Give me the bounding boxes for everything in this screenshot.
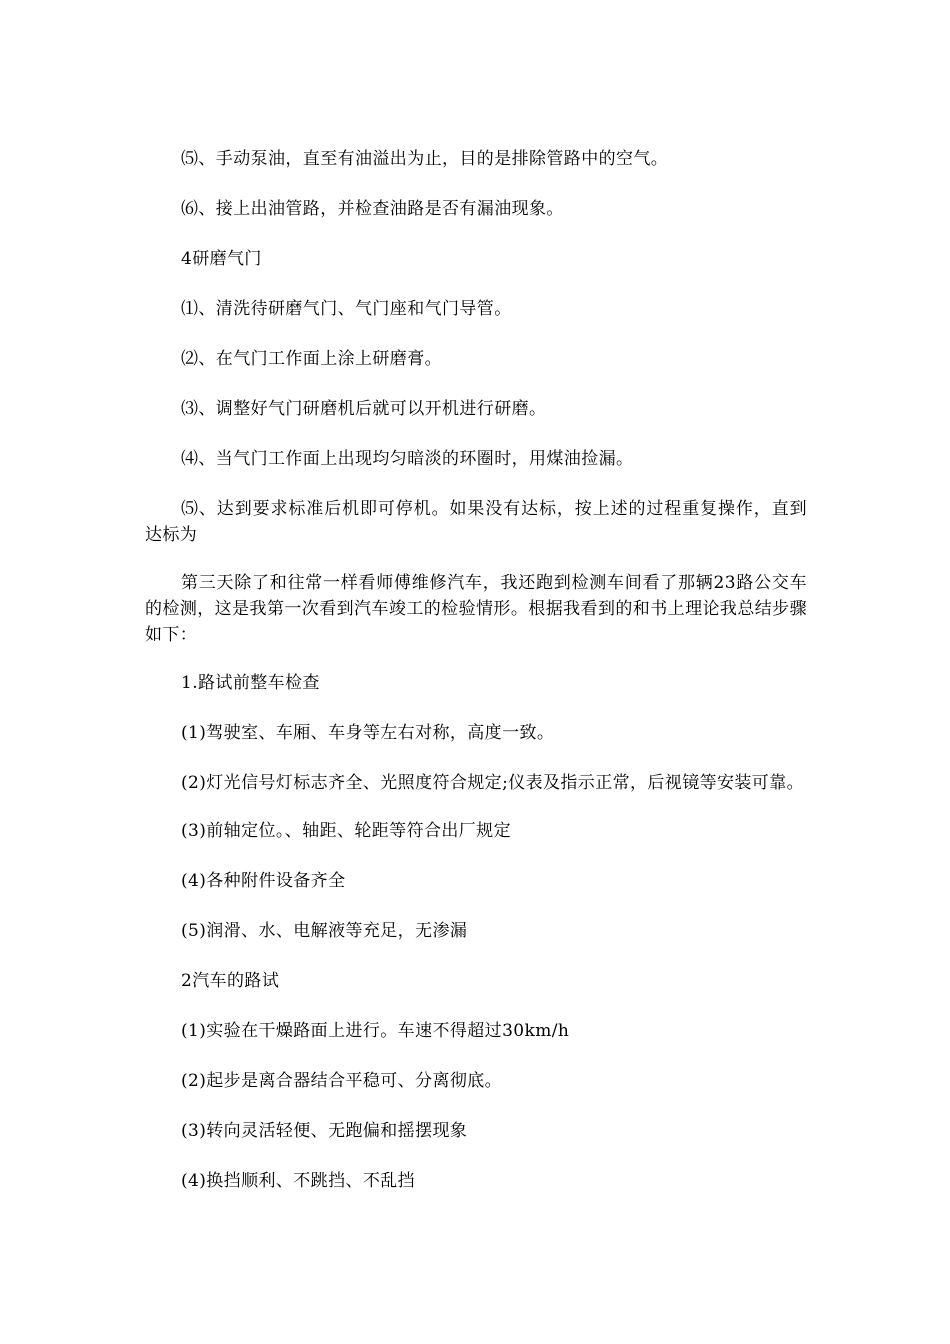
paragraph-grind-step3: ⑶、调整好气门研磨机后就可以开机进行研磨。 [181,399,547,419]
paragraph-road-test-item1: (1)实验在干燥路面上进行。车速不得超过30km/h [181,1021,570,1041]
paragraph-road-test-item3: (3)转向灵活轻便、无跑偏和摇摆现象 [181,1121,468,1141]
document-body [145,146,807,1218]
paragraph-check-item3: (3)前轴定位。、轴距、轮距等符合出厂规定 [181,821,511,841]
paragraph-check-item1: (1)驾驶室、车厢、车身等左右对称，高度一致。 [181,723,555,743]
paragraph-check-item5: (5)润滑、水、电解液等充足，无渗漏 [181,921,468,941]
section-heading-pre-road-test: 1.路试前整车检查 [181,673,320,693]
paragraph-grind-step4: ⑷、当气门工作面上出现均匀暗淡的环圈时，用煤油捡漏。 [181,449,634,469]
paragraph-grind-step1: ⑴、清洗待研磨气门、气门座和气门导管。 [181,299,512,319]
section-heading-road-test: 2汽车的路试 [181,971,280,991]
paragraph-pump-oil-step5: ⑸、手动泵油，直至有油溢出为止，目的是排除管路中的空气。 [181,149,669,169]
paragraph-connect-pipe-step6: ⑹、接上出油管路，并检查油路是否有漏油现象。 [181,199,564,219]
paragraph-check-item4: (4)各种附件设备齐全 [181,871,346,891]
paragraph-road-test-item4: (4)换挡顺利、不跳挡、不乱挡 [181,1171,416,1191]
paragraph-grind-step2: ⑵、在气门工作面上涂上研磨膏。 [181,349,442,369]
paragraph-grind-step5: ⑸、达到要求标准后机即可停机。如果没有达标，按上述的过程重复操作，直到达标为 [145,499,807,545]
paragraph-road-test-item2: (2)起步是离合器结合平稳可、分离彻底。 [181,1071,503,1091]
paragraph-day-three-intro: 第三天除了和往常一样看师傅维修汽车，我还跑到检测车间看了那辆23路公交车的检测，这是我第一次看到汽车竣工的检验情形。根据我看到的和书上理论我总结步骤如下： [145,573,807,645]
paragraph-check-item2: (2)灯光信号灯标志齐全、光照度符合规定;仪表及指示正常，后视镜等安装可靠。 [181,773,805,793]
section-heading-grind-valve: 4研磨气门 [181,249,262,269]
